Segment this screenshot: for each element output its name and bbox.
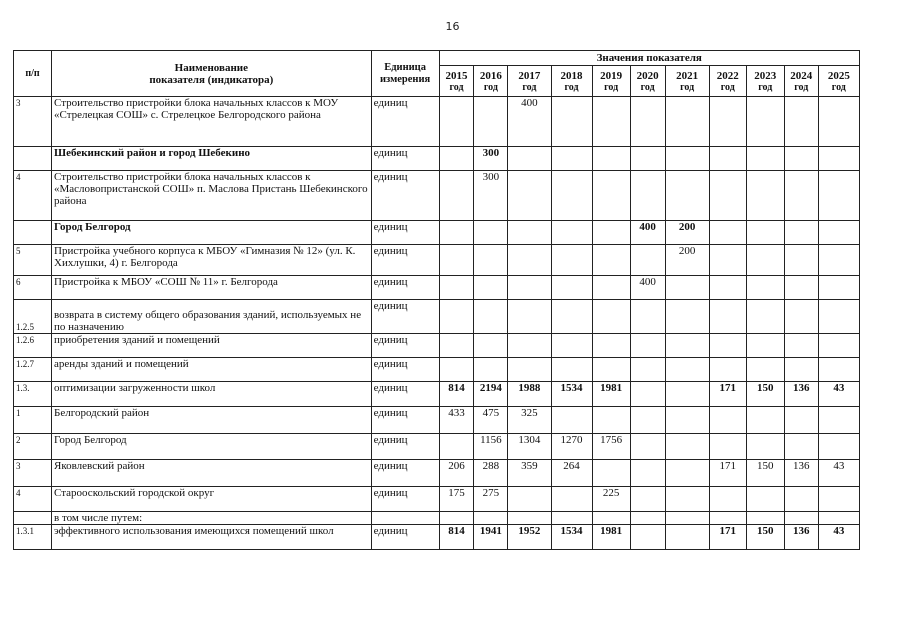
value-2021 (665, 334, 709, 358)
value-2022 (709, 334, 746, 358)
value-2025 (818, 407, 859, 434)
value-2024 (784, 434, 818, 460)
value-2019 (592, 221, 630, 245)
header-year-2015: 2015 (439, 66, 474, 83)
value-2017 (508, 147, 551, 171)
row-number: 1.3.1 (14, 525, 52, 550)
unit-of-measure: единиц (371, 300, 439, 334)
value-2018 (551, 512, 592, 525)
value-2019 (592, 147, 630, 171)
value-2018: 1270 (551, 434, 592, 460)
value-2023 (746, 358, 784, 382)
row-number: 1.2.5 (14, 300, 52, 334)
value-2023: 150 (746, 382, 784, 407)
value-2021 (665, 512, 709, 525)
value-2019 (592, 460, 630, 487)
value-2015 (439, 147, 474, 171)
value-2017: 359 (508, 460, 551, 487)
value-2019 (592, 171, 630, 221)
unit-of-measure: единиц (371, 460, 439, 487)
table-row (14, 460, 860, 487)
table-row (14, 97, 860, 147)
row-number: 1 (14, 407, 52, 434)
header-year-2016: 2016 (474, 66, 508, 83)
row-number (14, 147, 52, 171)
unit-of-measure: единиц (371, 245, 439, 276)
value-2020 (630, 407, 665, 434)
value-2023 (746, 300, 784, 334)
table-row (14, 334, 860, 358)
value-2024 (784, 147, 818, 171)
value-2021 (665, 300, 709, 334)
value-2020: 400 (630, 276, 665, 300)
value-2018 (551, 147, 592, 171)
indicator-name: Белгородский район (52, 407, 372, 434)
value-2020: 400 (630, 221, 665, 245)
table-row (14, 147, 860, 171)
value-2018 (551, 221, 592, 245)
indicator-name: Пристройка учебного корпуса к МБОУ «Гимназия № 12» (ул. К. Хихлушки, 4) г. Белгорода (52, 245, 372, 276)
header-year-suffix: год (665, 82, 709, 97)
table-row (14, 171, 860, 221)
value-2020 (630, 245, 665, 276)
value-2015: 814 (439, 382, 474, 407)
table-row (14, 382, 860, 407)
value-2015 (439, 171, 474, 221)
value-2020 (630, 358, 665, 382)
header-year-suffix: год (551, 82, 592, 97)
value-2023 (746, 147, 784, 171)
value-2022: 171 (709, 460, 746, 487)
value-2023 (746, 276, 784, 300)
header-year-2025: 2025 (818, 66, 859, 83)
header-year-2023: 2023 (746, 66, 784, 83)
value-2017 (508, 221, 551, 245)
row-number: 5 (14, 245, 52, 276)
header-year-suffix: год (630, 82, 665, 97)
value-2022 (709, 221, 746, 245)
value-2022 (709, 434, 746, 460)
value-2017: 325 (508, 407, 551, 434)
value-2025 (818, 147, 859, 171)
value-2025 (818, 434, 859, 460)
value-2019: 1756 (592, 434, 630, 460)
value-2018 (551, 334, 592, 358)
value-2016: 288 (474, 460, 508, 487)
value-2015: 206 (439, 460, 474, 487)
value-2016: 300 (474, 147, 508, 171)
value-2016: 2194 (474, 382, 508, 407)
value-2017 (508, 358, 551, 382)
value-2022: 171 (709, 525, 746, 550)
value-2017: 400 (508, 97, 551, 147)
value-2022 (709, 512, 746, 525)
unit-of-measure (371, 512, 439, 525)
value-2016: 1941 (474, 525, 508, 550)
row-number: 1.2.7 (14, 358, 52, 382)
value-2020 (630, 171, 665, 221)
value-2023: 150 (746, 525, 784, 550)
unit-of-measure: единиц (371, 382, 439, 407)
value-2023 (746, 407, 784, 434)
value-2021 (665, 525, 709, 550)
value-2024 (784, 334, 818, 358)
value-2025 (818, 276, 859, 300)
value-2023 (746, 171, 784, 221)
value-2020 (630, 147, 665, 171)
value-2019: 225 (592, 487, 630, 512)
value-2024 (784, 97, 818, 147)
value-2017 (508, 512, 551, 525)
unit-of-measure: единиц (371, 407, 439, 434)
header-name: Наименование показателя (индикатора) (52, 51, 372, 97)
value-2021 (665, 97, 709, 147)
indicator-name: Город Белгород (52, 221, 372, 245)
value-2016 (474, 512, 508, 525)
unit-of-measure: единиц (371, 171, 439, 221)
value-2020 (630, 525, 665, 550)
value-2015: 175 (439, 487, 474, 512)
value-2019 (592, 334, 630, 358)
value-2021 (665, 382, 709, 407)
indicator-name: аренды зданий и помещений (52, 358, 372, 382)
value-2022 (709, 171, 746, 221)
value-2024 (784, 245, 818, 276)
value-2019 (592, 407, 630, 434)
value-2018: 264 (551, 460, 592, 487)
table-body (14, 97, 860, 550)
indicator-name: в том числе путем: (52, 512, 372, 525)
header-year-suffix: год (592, 82, 630, 97)
row-number: 4 (14, 171, 52, 221)
unit-of-measure: единиц (371, 525, 439, 550)
value-2024: 136 (784, 382, 818, 407)
value-2017 (508, 334, 551, 358)
table-header (14, 51, 860, 97)
value-2020 (630, 460, 665, 487)
indicator-name: Город Белгород (52, 434, 372, 460)
value-2017 (508, 487, 551, 512)
header-year-suffix: год (508, 82, 551, 97)
value-2015: 433 (439, 407, 474, 434)
indicator-name: Старооскольский городской округ (52, 487, 372, 512)
value-2017 (508, 245, 551, 276)
row-number (14, 512, 52, 525)
value-2025 (818, 221, 859, 245)
value-2021 (665, 434, 709, 460)
value-2025 (818, 97, 859, 147)
indicator-name: Строительство пристройки блока начальных классов к МОУ «Стрелецкая СОШ» с. Стрелецкое Белгородского района (52, 97, 372, 147)
value-2019 (592, 245, 630, 276)
value-2015 (439, 434, 474, 460)
value-2025 (818, 487, 859, 512)
value-2019 (592, 97, 630, 147)
value-2023: 150 (746, 460, 784, 487)
value-2020 (630, 334, 665, 358)
table-row (14, 300, 860, 334)
row-number: 4 (14, 487, 52, 512)
unit-of-measure: единиц (371, 487, 439, 512)
header-year-2022: 2022 (709, 66, 746, 83)
value-2015 (439, 245, 474, 276)
value-2021 (665, 487, 709, 512)
value-2016 (474, 97, 508, 147)
row-number: 2 (14, 434, 52, 460)
header-year-2020: 2020 (630, 66, 665, 83)
header-year-suffix: год (746, 82, 784, 97)
header-year-2021: 2021 (665, 66, 709, 83)
value-2017 (508, 171, 551, 221)
header-values-group: Значения показателя (439, 51, 860, 66)
value-2016 (474, 300, 508, 334)
value-2025: 43 (818, 460, 859, 487)
value-2025 (818, 300, 859, 334)
value-2024 (784, 487, 818, 512)
value-2020 (630, 512, 665, 525)
indicator-name: Пристройка к МБОУ «СОШ № 11» г. Белгорода (52, 276, 372, 300)
value-2018 (551, 358, 592, 382)
header-year-2019: 2019 (592, 66, 630, 83)
value-2025 (818, 358, 859, 382)
value-2015: 814 (439, 525, 474, 550)
value-2018: 1534 (551, 525, 592, 550)
value-2020 (630, 487, 665, 512)
header-year-2018: 2018 (551, 66, 592, 83)
value-2024 (784, 221, 818, 245)
row-number: 1.3. (14, 382, 52, 407)
value-2019 (592, 512, 630, 525)
indicator-name: Яковлевский район (52, 460, 372, 487)
unit-of-measure: единиц (371, 434, 439, 460)
table-row (14, 487, 860, 512)
value-2018 (551, 171, 592, 221)
value-2023 (746, 221, 784, 245)
indicator-name: Строительство пристройки блока начальных классов к «Масловопристанской СОШ» п. Маслова Пристань Шебекинского района (52, 171, 372, 221)
indicator-name: Шебекинский район и город Шебекино (52, 147, 372, 171)
header-year-suffix: год (818, 82, 859, 97)
header-num: п/п (14, 51, 52, 97)
value-2021 (665, 147, 709, 171)
value-2022: 171 (709, 382, 746, 407)
row-number: 3 (14, 460, 52, 487)
value-2021 (665, 460, 709, 487)
row-number: 6 (14, 276, 52, 300)
value-2025 (818, 512, 859, 525)
value-2018 (551, 300, 592, 334)
value-2023 (746, 487, 784, 512)
row-number: 3 (14, 97, 52, 147)
header-year-2017: 2017 (508, 66, 551, 83)
indicator-name: приобретения зданий и помещений (52, 334, 372, 358)
value-2021: 200 (665, 221, 709, 245)
value-2016 (474, 358, 508, 382)
value-2025 (818, 171, 859, 221)
value-2023 (746, 97, 784, 147)
value-2024 (784, 358, 818, 382)
unit-of-measure: единиц (371, 276, 439, 300)
page-number: 16 (445, 20, 460, 33)
value-2022 (709, 97, 746, 147)
table-row (14, 358, 860, 382)
row-number (14, 221, 52, 245)
value-2022 (709, 300, 746, 334)
value-2015 (439, 358, 474, 382)
value-2021 (665, 171, 709, 221)
value-2018 (551, 487, 592, 512)
unit-of-measure: единиц (371, 147, 439, 171)
value-2025 (818, 245, 859, 276)
value-2016: 275 (474, 487, 508, 512)
value-2019 (592, 300, 630, 334)
value-2021: 200 (665, 245, 709, 276)
value-2020 (630, 97, 665, 147)
value-2020 (630, 382, 665, 407)
table-row (14, 512, 860, 525)
value-2016: 475 (474, 407, 508, 434)
unit-of-measure: единиц (371, 358, 439, 382)
value-2021 (665, 407, 709, 434)
indicator-name: оптимизации загруженности школ (52, 382, 372, 407)
value-2025: 43 (818, 382, 859, 407)
value-2018 (551, 97, 592, 147)
value-2016: 1156 (474, 434, 508, 460)
value-2018 (551, 276, 592, 300)
header-year-suffix: год (439, 82, 474, 97)
value-2025: 43 (818, 525, 859, 550)
row-number: 1.2.6 (14, 334, 52, 358)
table-row (14, 434, 860, 460)
value-2015 (439, 276, 474, 300)
value-2016 (474, 334, 508, 358)
value-2015 (439, 97, 474, 147)
value-2017: 1988 (508, 382, 551, 407)
value-2016 (474, 221, 508, 245)
indicator-name: возврата в систему общего образования зданий, используемых не по назначению (52, 300, 372, 334)
value-2024 (784, 276, 818, 300)
value-2016 (474, 245, 508, 276)
value-2018 (551, 407, 592, 434)
header-year-suffix: год (709, 82, 746, 97)
header-year-suffix: год (784, 82, 818, 97)
value-2016 (474, 276, 508, 300)
value-2020 (630, 300, 665, 334)
value-2024: 136 (784, 525, 818, 550)
value-2017: 1304 (508, 434, 551, 460)
value-2015 (439, 334, 474, 358)
value-2018: 1534 (551, 382, 592, 407)
value-2022 (709, 276, 746, 300)
indicator-name: эффективного использования имеющихся помещений школ (52, 525, 372, 550)
value-2022 (709, 487, 746, 512)
value-2022 (709, 358, 746, 382)
unit-of-measure: единиц (371, 97, 439, 147)
value-2019 (592, 358, 630, 382)
value-2019: 1981 (592, 525, 630, 550)
unit-of-measure: единиц (371, 334, 439, 358)
value-2015 (439, 512, 474, 525)
value-2019: 1981 (592, 382, 630, 407)
value-2023 (746, 334, 784, 358)
value-2021 (665, 276, 709, 300)
header-year-suffix: год (474, 82, 508, 97)
value-2024: 136 (784, 460, 818, 487)
value-2023 (746, 512, 784, 525)
value-2024 (784, 300, 818, 334)
value-2020 (630, 434, 665, 460)
value-2017 (508, 300, 551, 334)
value-2023 (746, 434, 784, 460)
value-2024 (784, 407, 818, 434)
value-2022 (709, 407, 746, 434)
table-row (14, 245, 860, 276)
value-2019 (592, 276, 630, 300)
value-2022 (709, 245, 746, 276)
value-2015 (439, 221, 474, 245)
value-2016: 300 (474, 171, 508, 221)
value-2021 (665, 358, 709, 382)
value-2025 (818, 334, 859, 358)
value-2023 (746, 245, 784, 276)
value-2017 (508, 276, 551, 300)
value-2015 (439, 300, 474, 334)
table-row (14, 276, 860, 300)
value-2022 (709, 147, 746, 171)
header-unit: Единица измерения (371, 51, 439, 97)
indicators-table (13, 50, 860, 550)
table-row (14, 407, 860, 434)
value-2024 (784, 512, 818, 525)
table-row (14, 525, 860, 550)
value-2024 (784, 171, 818, 221)
value-2018 (551, 245, 592, 276)
header-year-2024: 2024 (784, 66, 818, 83)
table-row (14, 221, 860, 245)
unit-of-measure: единиц (371, 221, 439, 245)
value-2017: 1952 (508, 525, 551, 550)
